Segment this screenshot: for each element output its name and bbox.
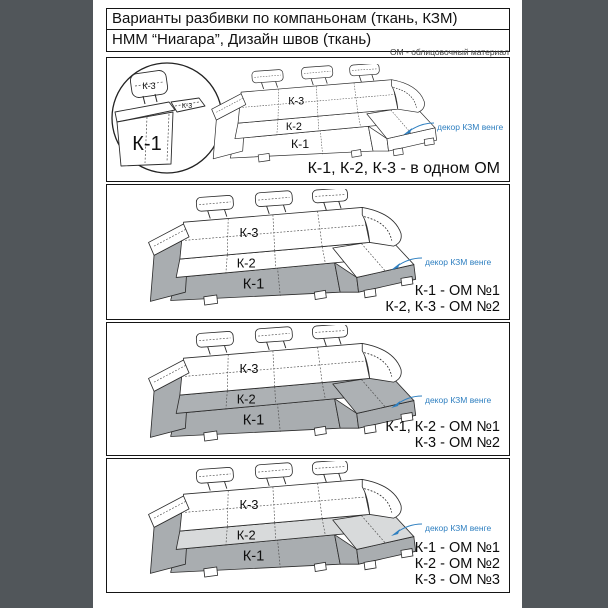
caption-line: К-3 - ОМ №2 [414, 435, 500, 452]
caption-line: К-2 - ОМ №2 [414, 556, 500, 573]
k2-label: К-2 [236, 255, 256, 271]
decor-annotation [401, 120, 503, 138]
variant-section-2 [106, 184, 510, 320]
variant-section-4 [106, 458, 510, 593]
material-caption [308, 160, 500, 178]
k3-label: К-3 [239, 496, 259, 512]
k3-label: К-3 [239, 360, 259, 376]
decor-annotation [389, 521, 491, 539]
caption-line: К-2, К-3 - ОМ №2 [385, 299, 500, 316]
decor-annotation-text: декор КЗМ венге [437, 122, 504, 132]
caption-line: К-1 - ОМ №1 [414, 283, 500, 300]
caption-line: К-1 - ОМ №1 [414, 540, 500, 557]
title-block [106, 8, 510, 52]
annotation-arrow-icon [389, 255, 423, 273]
k2-label: К-2 [285, 121, 302, 134]
caption-line: К-1, К-2 - ОМ №1 [385, 419, 500, 436]
inset-k3-mid-label: К-3 [181, 103, 193, 110]
variant-section-3 [106, 322, 510, 456]
corner-sofa-diagram [207, 64, 463, 173]
material-caption [385, 420, 500, 452]
decor-annotation-text: декор КЗМ венге [425, 257, 492, 267]
k3-label: К-3 [239, 224, 259, 240]
material-caption [415, 541, 500, 589]
k1-label: К-1 [290, 136, 310, 151]
sofa-host-1 [207, 64, 463, 173]
k2-label: К-2 [236, 391, 256, 407]
k3-label: К-3 [288, 95, 305, 108]
document-page [93, 0, 522, 608]
doc-title-line1: Варианты разбивки по компаньонам (ткань, КЗМ) [106, 8, 510, 30]
inset-k3-top-label: К-3 [142, 81, 156, 91]
annotation-arrow-icon [389, 521, 423, 539]
doc-title-line2: НММ “Ниагара”, Дизайн швов (ткань) [106, 30, 510, 51]
variant-section-1 [106, 57, 510, 182]
decor-annotation-text: декор КЗМ венге [425, 395, 492, 405]
decor-annotation [389, 255, 491, 273]
inset-k1-label: К-1 [132, 133, 162, 155]
annotation-arrow-icon [389, 393, 423, 411]
k2-label: К-2 [236, 527, 256, 543]
decor-annotation-text: декор КЗМ венге [425, 523, 492, 533]
material-caption [385, 284, 500, 316]
om-note: ОМ - облицовочный материал [389, 47, 509, 57]
annotation-arrow-icon [401, 120, 435, 138]
k1-label: К-1 [242, 548, 265, 565]
decor-annotation [389, 393, 491, 411]
k1-label: К-1 [242, 276, 265, 293]
caption-line: К-3 - ОМ №3 [414, 572, 500, 589]
caption-line: К-1, К-2, К-3 - в одном ОМ [307, 160, 500, 178]
k1-label: К-1 [242, 412, 265, 429]
